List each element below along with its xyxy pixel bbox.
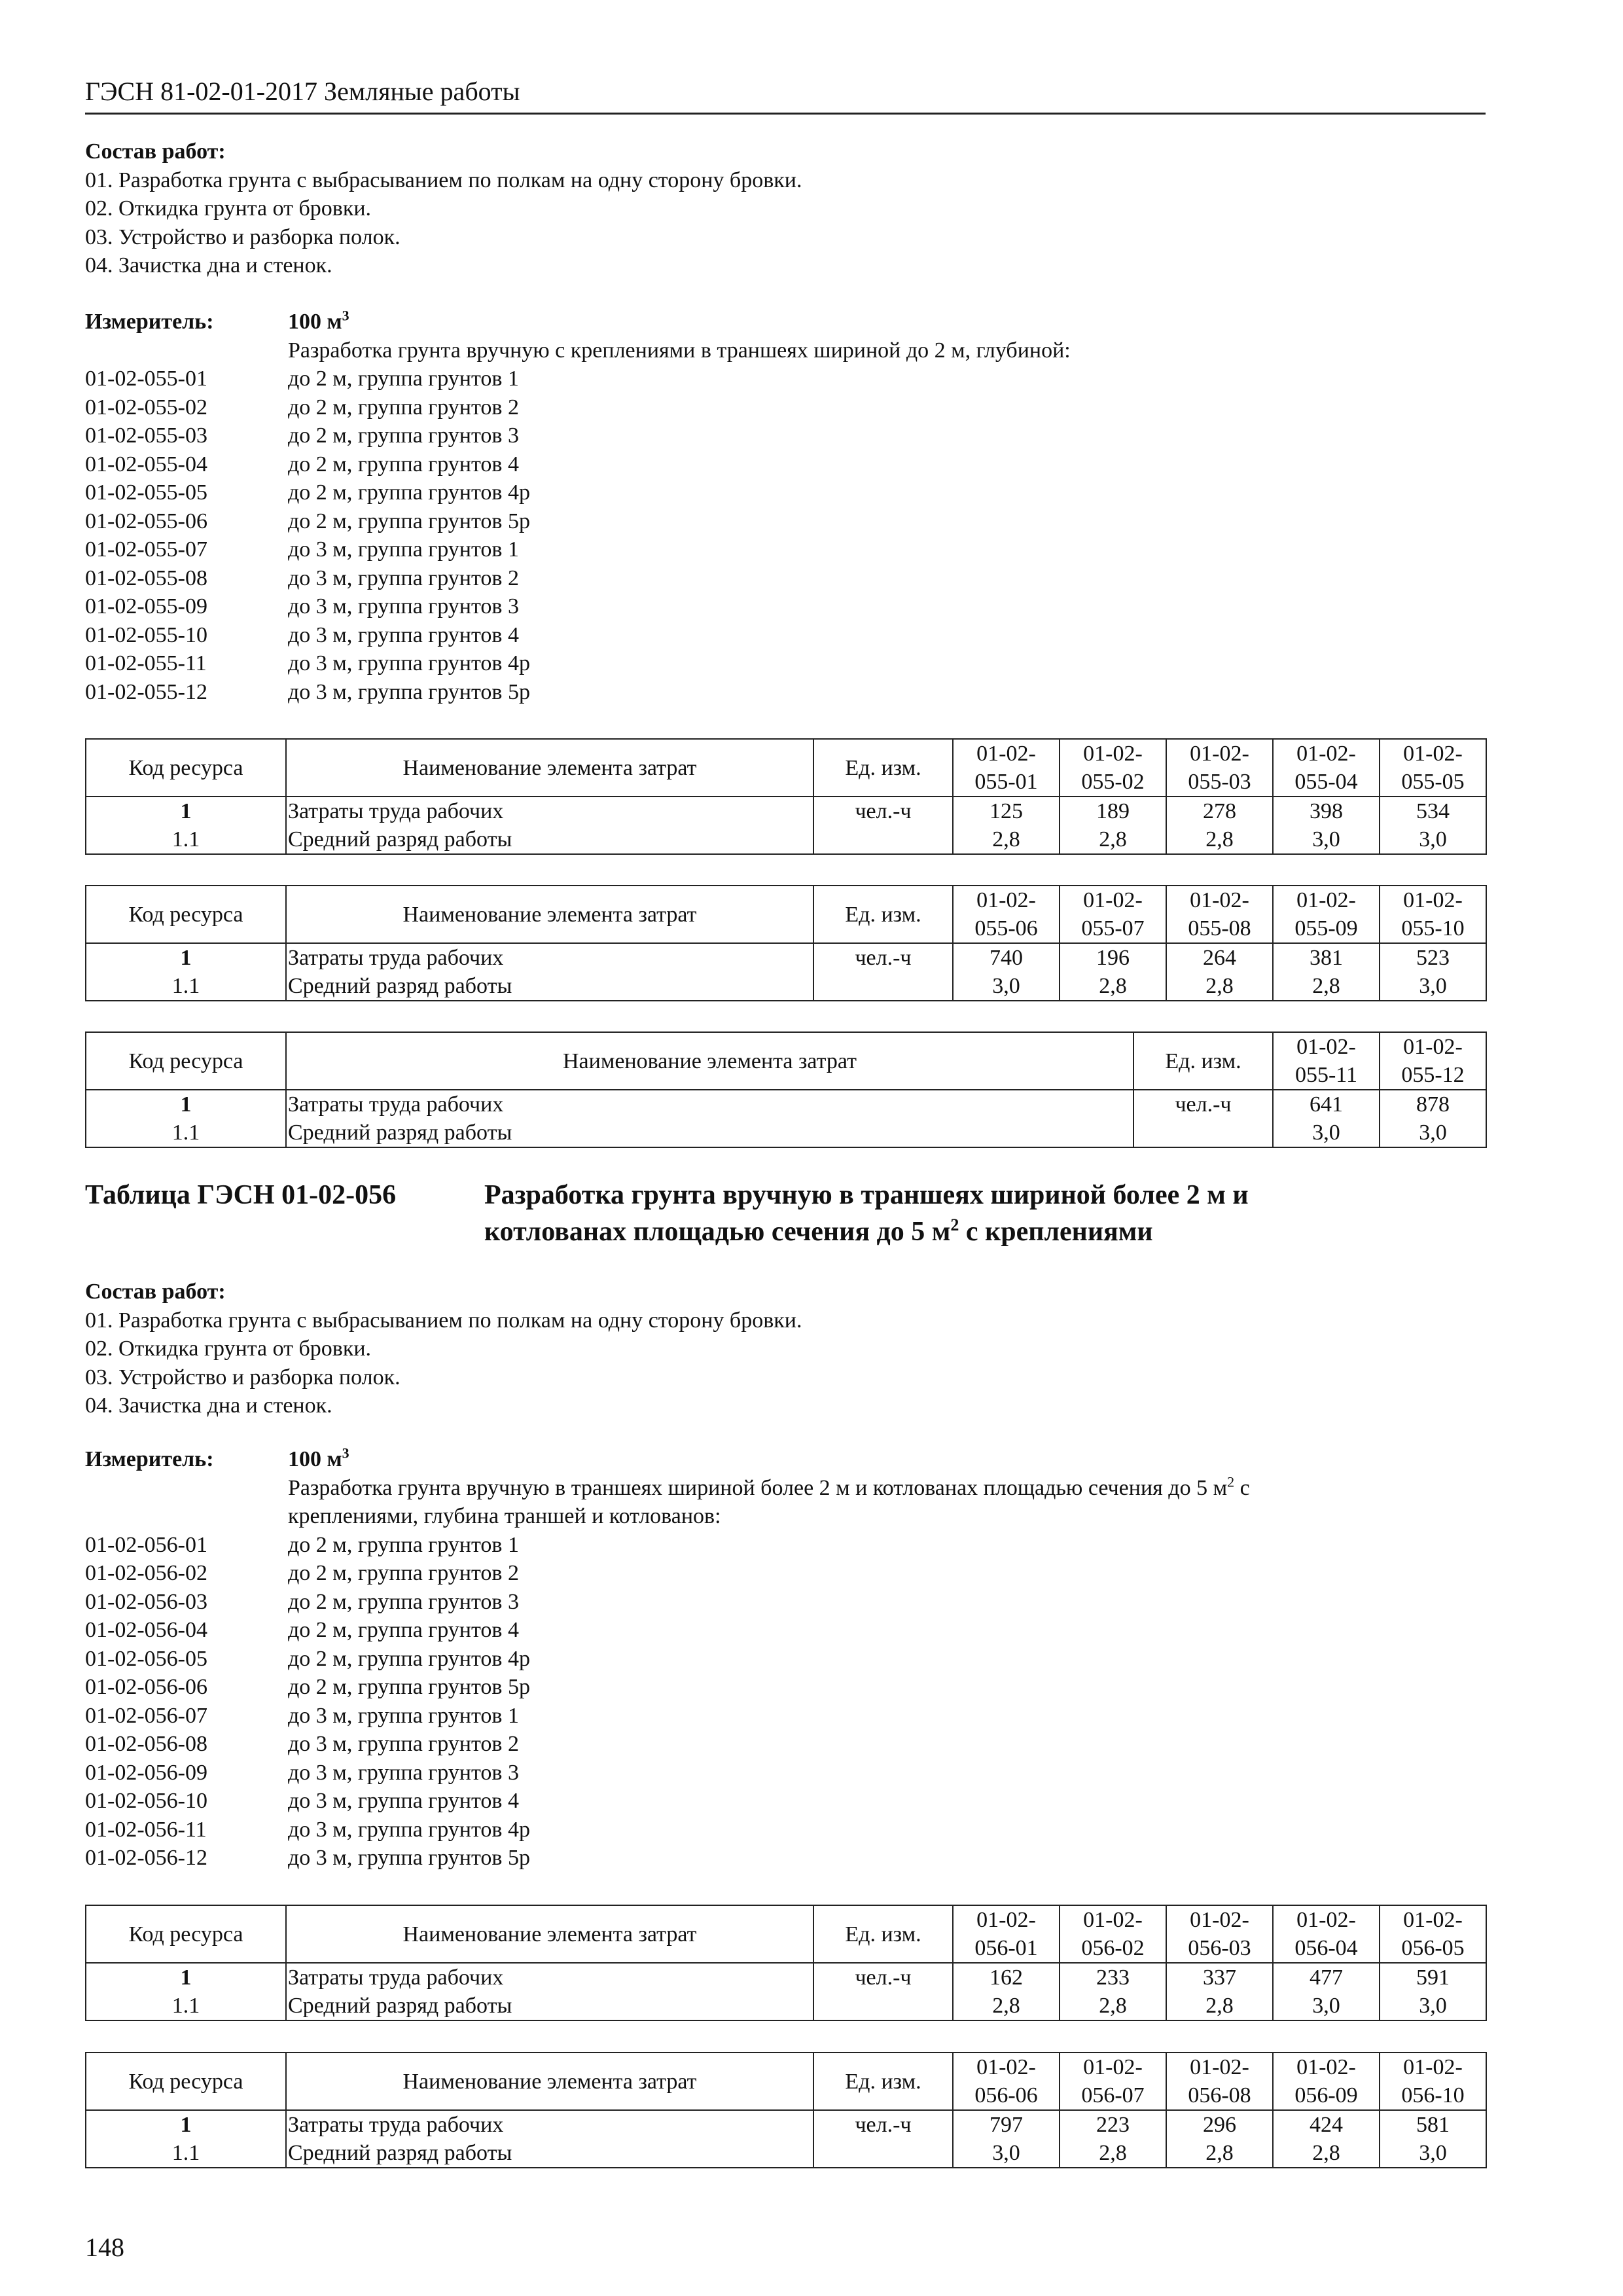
meter-value: 100 $м^3$ (288, 307, 349, 334)
cost-value: 3,0 (1380, 1119, 1486, 1147)
header-norm-code (1060, 1905, 1166, 1963)
cost-value: 3,0 (1380, 1992, 1486, 2020)
work-item (85, 1844, 1486, 1873)
composition-section-2 (85, 1278, 1486, 1420)
composition-title: Состав работ: (85, 139, 226, 164)
work-item-code: 01-02-055-09 (85, 594, 207, 619)
resource-unit (813, 972, 953, 1001)
resource-unit: чел.-ч (813, 797, 953, 825)
work-item-text: до 2 м, группа грунтов 2 (288, 1561, 519, 1585)
meter-section-1 (85, 308, 1486, 706)
header-norm-code (953, 739, 1060, 797)
norm-code-part: 055-12 (1401, 1063, 1465, 1087)
norm-code-part: 055-04 (1294, 770, 1358, 794)
header-norm-code (1380, 886, 1486, 943)
norm-code-part: 01-02- (1296, 888, 1356, 912)
work-item (85, 422, 1486, 450)
work-item-text: до 3 м, группа грунтов 3 (288, 1760, 519, 1785)
resource-code: 1.1 (86, 2139, 286, 2168)
resource-code: 1 (86, 797, 286, 825)
cost-value: 523 (1380, 943, 1486, 972)
norm-code-part: 01-02- (1296, 2055, 1356, 2079)
header-name: Наименование элемента затрат (286, 1905, 813, 1963)
cost-value: 2,8 (1060, 972, 1166, 1001)
work-item-text: до 3 м, группа грунтов 4р (288, 651, 530, 675)
cost-value: 581 (1380, 2110, 1486, 2139)
norm-code-part: 055-06 (974, 916, 1038, 941)
header-norm-code (953, 1905, 1060, 1963)
cost-value: 740 (953, 943, 1060, 972)
cost-value: 2,8 (953, 1992, 1060, 2020)
header-norm-code (1380, 1905, 1486, 1963)
norm-code-part: 056-03 (1188, 1936, 1251, 1960)
norm-code-part: 056-07 (1081, 2083, 1145, 2108)
work-description-cont: креплениями, глубина траншей и котлованов: (288, 1504, 721, 1528)
cost-value: 3,0 (953, 2139, 1060, 2168)
work-item-code: 01-02-055-02 (85, 395, 207, 420)
work-item (85, 507, 1486, 536)
resource-code: 1 (86, 2110, 286, 2139)
work-item (85, 1645, 1486, 1674)
cost-value: 264 (1166, 943, 1273, 972)
work-item-code: 01-02-056-07 (85, 1703, 207, 1728)
work-item (85, 678, 1486, 707)
work-item-code: 01-02-056-02 (85, 1561, 207, 1585)
resource-name: Средний разряд работы (286, 1119, 1133, 1147)
work-item-text: до 2 м, группа грунтов 5р (288, 509, 530, 533)
cost-value: 223 (1060, 2110, 1166, 2139)
table-row (86, 1119, 1486, 1147)
composition-item: 02. Откидка грунта от бровки. (85, 1336, 372, 1361)
cost-value: 2,8 (1060, 825, 1166, 854)
header-norm-code (1273, 1032, 1380, 1090)
work-item-text: до 2 м, группа грунтов 4 (288, 1618, 519, 1642)
norm-code-part: 055-08 (1188, 916, 1251, 941)
norm-code-part: 055-03 (1188, 770, 1251, 794)
cost-value: 3,0 (1380, 972, 1486, 1001)
work-item-text: до 3 м, группа грунтов 5р (288, 679, 530, 704)
resource-name: Затраты труда рабочих (286, 797, 813, 825)
norm-code-part: 056-01 (974, 1936, 1038, 1960)
cost-value: 337 (1166, 1963, 1273, 1992)
norm-code-part: 01-02- (1403, 1035, 1463, 1059)
work-description: Разработка грунта вручную с креплениями в траншеях шириной до 2 м, глубиной: (288, 338, 1071, 363)
resource-code: 1.1 (86, 1119, 286, 1147)
table-row (86, 1090, 1486, 1119)
norm-code-part: 01-02- (976, 1908, 1036, 1932)
work-item-code: 01-02-055-06 (85, 509, 207, 533)
meter-label: Измеритель: (85, 1447, 214, 1471)
header-code: Код ресурса (86, 1905, 286, 1963)
work-item (85, 478, 1486, 507)
work-item-text: до 2 м, группа грунтов 1 (288, 367, 519, 391)
work-item (85, 1759, 1486, 1787)
table-header-row (86, 739, 1486, 797)
header-norm-code (1060, 739, 1166, 797)
norm-code-part: 01-02- (1083, 888, 1143, 912)
norm-code-part: 056-06 (974, 2083, 1038, 2108)
cost-value: 591 (1380, 1963, 1486, 1992)
work-item-text: до 2 м, группа грунтов 4 (288, 452, 519, 476)
cost-value: 3,0 (1380, 825, 1486, 854)
work-item-code: 01-02-055-08 (85, 565, 207, 590)
work-item (85, 450, 1486, 479)
resource-name: Затраты труда рабочих (286, 2110, 813, 2139)
resource-name: Затраты труда рабочих (286, 1090, 1133, 1119)
work-item (85, 649, 1486, 678)
work-description: Разработка грунта вручную в траншеях шириной более 2 м и котлованах площадью сечения до 5 $м^2$ с (288, 1473, 1250, 1500)
norm-code-part: 056-08 (1188, 2083, 1251, 2108)
composition-section-1 (85, 137, 1486, 280)
composition-item: 03. Устройство и разборка полок. (85, 1365, 401, 1390)
work-item-text: до 3 м, группа грунтов 5р (288, 1846, 530, 1870)
header-unit: Ед. изм. (813, 739, 953, 797)
cost-value: 233 (1060, 1963, 1166, 1992)
resource-unit: чел.-ч (1133, 1090, 1273, 1119)
work-item (85, 1787, 1486, 1816)
cost-value: 641 (1273, 1090, 1380, 1119)
norm-code-part: 01-02- (1403, 742, 1463, 766)
header-unit: Ед. изм. (813, 1905, 953, 1963)
header-norm-code (1380, 1032, 1486, 1090)
header-norm-code (1273, 886, 1380, 943)
table-row (86, 797, 1486, 825)
header-norm-code (1273, 739, 1380, 797)
resource-code: 1.1 (86, 1992, 286, 2020)
norm-code-part: 055-01 (974, 770, 1038, 794)
header-unit: Ед. изм. (813, 886, 953, 943)
work-item-text: до 3 м, группа грунтов 1 (288, 537, 519, 562)
work-item-text: до 2 м, группа грунтов 3 (288, 1589, 519, 1614)
cost-value: 125 (953, 797, 1060, 825)
table-header-row (86, 2053, 1486, 2110)
composition-item: 01. Разработка грунта с выбрасыванием по полкам на одну сторону бровки. (85, 168, 802, 192)
work-item-text: до 2 м, группа грунтов 1 (288, 1532, 519, 1557)
composition-item: 04. Зачистка дна и стенок. (85, 253, 332, 278)
header-norm-code (1166, 739, 1273, 797)
cost-value: 162 (953, 1963, 1060, 1992)
work-items-list (85, 365, 1486, 706)
work-item-text: до 2 м, группа грунтов 5р (288, 1675, 530, 1699)
cost-value: 3,0 (1380, 2139, 1486, 2168)
header-norm-code (1273, 2053, 1380, 2110)
resource-name: Средний разряд работы (286, 1992, 813, 2020)
cost-value: 2,8 (1060, 1992, 1166, 2020)
work-item (85, 393, 1486, 422)
resource-name: Средний разряд работы (286, 825, 813, 854)
header-unit: Ед. изм. (1133, 1032, 1273, 1090)
work-item-code: 01-02-055-03 (85, 423, 207, 448)
work-item-code: 01-02-055-12 (85, 679, 207, 704)
resource-code: 1.1 (86, 972, 286, 1001)
work-item-text: до 3 м, группа грунтов 4р (288, 1817, 530, 1842)
cost-value: 2,8 (1273, 2139, 1380, 2168)
table-title-line-1: Разработка грунта вручную в траншеях шириной более 2 м и (484, 1180, 1249, 1210)
header-norm-code (1380, 2053, 1486, 2110)
norm-code-part: 056-09 (1294, 2083, 1358, 2108)
work-item-text: до 2 м, группа грунтов 2 (288, 395, 519, 420)
table-row (86, 2139, 1486, 2168)
work-item-code: 01-02-055-10 (85, 622, 207, 647)
composition-item: 02. Откидка грунта от бровки. (85, 196, 372, 221)
header-norm-code (1166, 1905, 1273, 1963)
cost-value: 3,0 (1273, 825, 1380, 854)
work-item-code: 01-02-056-11 (85, 1817, 207, 1842)
norm-code-part: 01-02- (976, 2055, 1036, 2079)
norm-code-part: 01-02- (1296, 742, 1356, 766)
work-item-code: 01-02-055-04 (85, 452, 207, 476)
resource-name: Средний разряд работы (286, 2139, 813, 2168)
norm-code-part: 055-11 (1294, 1063, 1358, 1087)
resource-unit (813, 1992, 953, 2020)
resource-name: Затраты труда рабочих (286, 1963, 813, 1992)
work-item (85, 1730, 1486, 1759)
table-row (86, 1963, 1486, 1992)
resource-code: 1 (86, 943, 286, 972)
composition-item: 03. Устройство и разборка полок. (85, 224, 401, 249)
norm-code-part: 01-02- (976, 888, 1036, 912)
page-number: 148 (85, 2233, 124, 2262)
table-row (86, 2110, 1486, 2139)
work-item-code: 01-02-056-06 (85, 1675, 207, 1699)
header-norm-code (1273, 1905, 1380, 1963)
cost-value: 2,8 (1273, 972, 1380, 1001)
norm-code-part: 01-02- (1190, 2055, 1249, 2079)
table-title-056 (85, 1177, 1486, 1250)
header-norm-code (1060, 2053, 1166, 2110)
norm-code-part: 01-02- (1403, 1908, 1463, 1932)
work-item (85, 1559, 1486, 1588)
norm-code-part: 055-07 (1081, 916, 1145, 941)
header-name: Наименование элемента затрат (286, 739, 813, 797)
header-norm-code (1380, 739, 1486, 797)
header-norm-code (1166, 886, 1273, 943)
work-item-code: 01-02-055-05 (85, 480, 207, 505)
work-item (85, 365, 1486, 393)
work-item (85, 592, 1486, 621)
norm-code-part: 01-02- (1083, 742, 1143, 766)
cost-table-055-01-05 (85, 738, 1487, 855)
header-code: Код ресурса (86, 2053, 286, 2110)
cost-table-056-01-05 (85, 1905, 1487, 2021)
meter-value: 100 $м^3$ (288, 1444, 349, 1471)
table-title-line-2: котлованах площадью сечения до 5 $м^2$ с креплениями (484, 1215, 1153, 1247)
work-item-code: 01-02-055-07 (85, 537, 207, 562)
resource-name: Затраты труда рабочих (286, 943, 813, 972)
resource-code: 1 (86, 1963, 286, 1992)
table-row (86, 972, 1486, 1001)
table-row (86, 1992, 1486, 2020)
cost-value: 878 (1380, 1090, 1486, 1119)
cost-value: 398 (1273, 797, 1380, 825)
cost-value: 2,8 (1166, 972, 1273, 1001)
header-unit: Ед. изм. (813, 2053, 953, 2110)
header-name: Наименование элемента затрат (286, 886, 813, 943)
norm-code-part: 01-02- (1190, 888, 1249, 912)
work-item-text: до 3 м, группа грунтов 3 (288, 594, 519, 619)
resource-unit: чел.-ч (813, 943, 953, 972)
cost-value: 534 (1380, 797, 1486, 825)
cost-table-055-06-10 (85, 885, 1487, 1001)
header-norm-code (953, 2053, 1060, 2110)
cost-value: 381 (1273, 943, 1380, 972)
work-item-text: до 2 м, группа грунтов 4р (288, 1646, 530, 1671)
norm-code-part: 056-02 (1081, 1936, 1145, 1960)
running-header: ГЭСН 81-02-01-2017 Земляные работы (85, 73, 1486, 115)
header-code: Код ресурса (86, 739, 286, 797)
cost-table-056-06-10 (85, 2052, 1487, 2168)
resource-unit: чел.-ч (813, 1963, 953, 1992)
work-item (85, 1616, 1486, 1645)
norm-code-part: 01-02- (1296, 1035, 1356, 1059)
norm-code-part: 055-02 (1081, 770, 1145, 794)
table-header-row (86, 886, 1486, 943)
work-item-text: до 3 м, группа грунтов 2 (288, 565, 519, 590)
norm-code-part: 056-10 (1401, 2083, 1465, 2108)
work-item (85, 564, 1486, 593)
norm-code-part: 056-04 (1294, 1936, 1358, 1960)
work-item-text: до 3 м, группа грунтов 1 (288, 1703, 519, 1728)
resource-name: Средний разряд работы (286, 972, 813, 1001)
cost-value: 2,8 (1166, 825, 1273, 854)
cost-value: 2,8 (953, 825, 1060, 854)
cost-value: 278 (1166, 797, 1273, 825)
work-item (85, 535, 1486, 564)
norm-code-part: 01-02- (1190, 1908, 1249, 1932)
resource-code: 1.1 (86, 825, 286, 854)
cost-value: 189 (1060, 797, 1166, 825)
work-item (85, 1816, 1486, 1844)
cost-value: 3,0 (1273, 1992, 1380, 2020)
work-item-code: 01-02-056-04 (85, 1618, 207, 1642)
work-items-list (85, 1531, 1486, 1873)
work-item-text: до 3 м, группа грунтов 2 (288, 1732, 519, 1756)
cost-value: 296 (1166, 2110, 1273, 2139)
cost-value: 2,8 (1060, 2139, 1166, 2168)
meter-section-2 (85, 1445, 1486, 1873)
work-item (85, 1531, 1486, 1560)
work-item-code: 01-02-056-08 (85, 1732, 207, 1756)
norm-code-part: 056-05 (1401, 1936, 1465, 1960)
cost-value: 2,8 (1166, 2139, 1273, 2168)
cost-value: 797 (953, 2110, 1060, 2139)
cost-value: 424 (1273, 2110, 1380, 2139)
header-norm-code (1166, 2053, 1273, 2110)
work-item-code: 01-02-056-01 (85, 1532, 207, 1557)
resource-unit: чел.-ч (813, 2110, 953, 2139)
work-item (85, 1673, 1486, 1702)
work-item-code: 01-02-056-10 (85, 1789, 207, 1813)
work-item-text: до 2 м, группа грунтов 4р (288, 480, 530, 505)
cost-value: 2,8 (1166, 1992, 1273, 2020)
resource-unit (813, 2139, 953, 2168)
norm-code-part: 01-02- (1403, 888, 1463, 912)
work-item (85, 1702, 1486, 1731)
cost-value: 3,0 (953, 972, 1060, 1001)
norm-code-part: 01-02- (1403, 2055, 1463, 2079)
resource-code: 1 (86, 1090, 286, 1119)
work-item (85, 621, 1486, 650)
header-name: Наименование элемента затрат (286, 2053, 813, 2110)
meter-label: Измеритель: (85, 310, 214, 334)
cost-value: 477 (1273, 1963, 1380, 1992)
work-item-code: 01-02-056-03 (85, 1589, 207, 1614)
work-item-code: 01-02-056-05 (85, 1646, 207, 1671)
table-row (86, 943, 1486, 972)
table-label: Таблица ГЭСН 01-02-056 (85, 1180, 397, 1210)
composition-item: 04. Зачистка дна и стенок. (85, 1393, 332, 1418)
work-item-text: до 3 м, группа грунтов 4 (288, 1789, 519, 1813)
cost-value: 3,0 (1273, 1119, 1380, 1147)
norm-code-part: 055-09 (1294, 916, 1358, 941)
composition-item: 01. Разработка грунта с выбрасыванием по полкам на одну сторону бровки. (85, 1308, 802, 1333)
norm-code-part: 01-02- (1190, 742, 1249, 766)
work-item-code: 01-02-055-11 (85, 651, 207, 675)
norm-code-part: 01-02- (1296, 1908, 1356, 1932)
header-norm-code (953, 886, 1060, 943)
header-name: Наименование элемента затрат (286, 1032, 1133, 1090)
header-code: Код ресурса (86, 886, 286, 943)
work-item (85, 1588, 1486, 1617)
norm-code-part: 055-10 (1401, 916, 1465, 941)
work-item-text: до 3 м, группа грунтов 4 (288, 622, 519, 647)
resource-unit (813, 825, 953, 854)
header-norm-code (1060, 886, 1166, 943)
norm-code-part: 01-02- (976, 742, 1036, 766)
cost-value: 196 (1060, 943, 1166, 972)
header-code: Код ресурса (86, 1032, 286, 1090)
resource-unit (1133, 1119, 1273, 1147)
norm-code-part: 01-02- (1083, 2055, 1143, 2079)
norm-code-part: 01-02- (1083, 1908, 1143, 1932)
table-header-row (86, 1032, 1486, 1090)
table-row (86, 825, 1486, 854)
work-item-code: 01-02-056-12 (85, 1846, 207, 1870)
work-item-code: 01-02-055-01 (85, 367, 207, 391)
work-item-code: 01-02-056-09 (85, 1760, 207, 1785)
norm-code-part: 055-05 (1401, 770, 1465, 794)
composition-title: Состав работ: (85, 1280, 226, 1304)
cost-table-055-11-12 (85, 1031, 1487, 1148)
work-item-text: до 2 м, группа грунтов 3 (288, 423, 519, 448)
table-header-row (86, 1905, 1486, 1963)
